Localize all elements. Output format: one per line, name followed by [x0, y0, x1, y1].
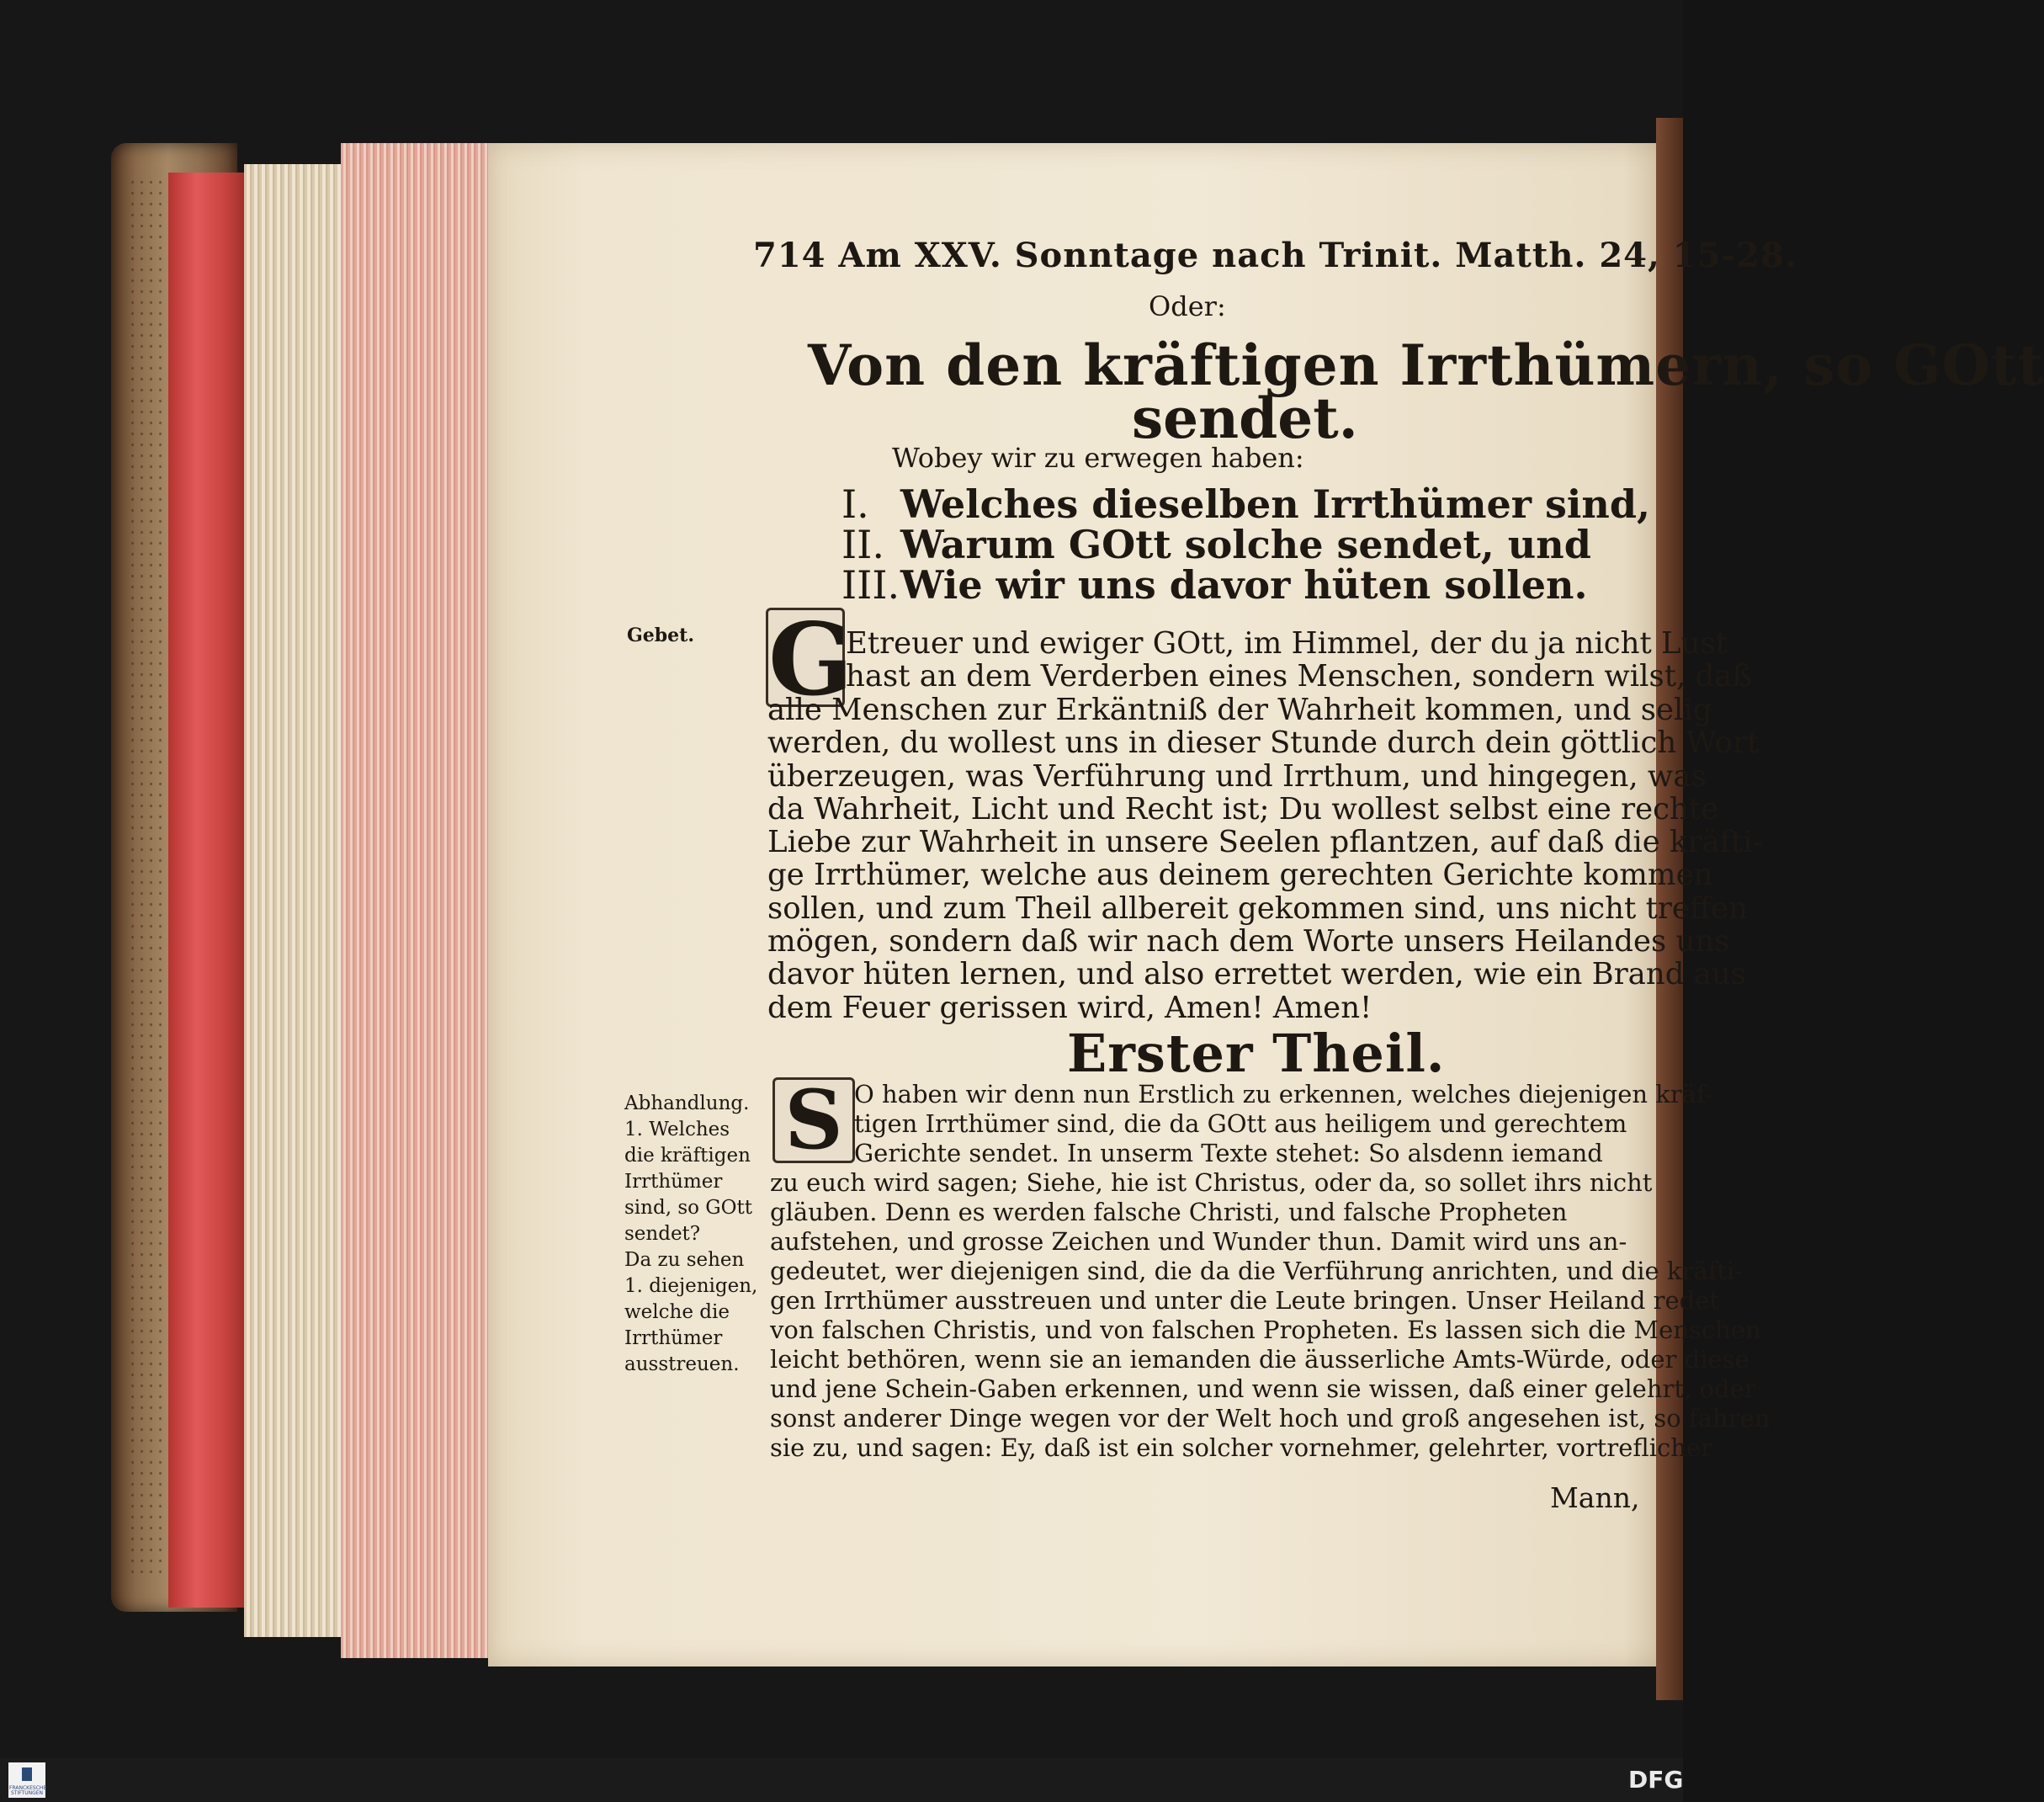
drop-cap: S [772, 1077, 855, 1163]
point-item: II. Warum GOtt solche sendet, und [841, 522, 1591, 567]
point-item: I. Welches dieselben Irrthümer sind, [841, 481, 1651, 527]
page-edges-pink [341, 143, 492, 1658]
drop-cap: G [766, 608, 845, 707]
catchword: Mann, [1550, 1481, 1640, 1514]
section-text-indent: O haben wir denn nun Erstlich zu erkennen, welches diejenigen kräf- tigen Irrthümer sind, die da GOtt aus heiligem und gerechtem Gerichte sendet. In unserm Texte stehet: So alsdenn iemand [854, 1080, 1713, 1167]
library-logo: FRANCKESCHE STIFTUNGEN [8, 1762, 45, 1798]
sermon-title-line2: sendet. [1132, 385, 1358, 451]
margin-notes: Abhandlung. 1. Welches die kräftigen Irrthümer sind, so GOtt sendet? Da zu sehen 1. diejenigen, welche die Irrthümer ausstreuen. [624, 1092, 758, 1375]
oder-label: Oder: [1149, 290, 1226, 322]
sermon-subtitle: Wobey wir zu erwegen haben: [892, 442, 1304, 474]
section-text: zu euch wird sagen; Siehe, hie ist Christus, oder da, so sollet ihrs nicht gläuben. Denn es werden falsche Christi, und falsche Propheten aufstehen, und grosse Zeichen und Wunder thun. Damit wird uns an- gedeutet, wer diejenigen sind, die da die Verführung anrichten, und die kräfti- gen Irrthümer ausstreuen und unter die Leute bringen. Unser Heiland redet von falschen Christis, und von falschen Propheten. Es lassen sich die Menschen leicht bethören, wenn sie an iemanden die äusserliche Amts-Würde, oder diese und jene Schein-Gaben erkennen, und wenn sie wissen, daß einer gelehrt, oder sonst anderer Dinge wegen vor der Welt hoch und groß angesehen ist, so fahren sie zu, und sagen: Ey, daß ist ein solcher vornehmer, gelehrter, vortreflicher [770, 1168, 1771, 1462]
dfg-logo: DFG [1628, 1766, 1684, 1794]
gebet-text: alle Menschen zur Erkäntniß der Wahrheit kommen, und selig werden, du wollest uns in dieser Stunde durch dein göttlich Wort überzeugen, was Verführung und Irrthum, und hingegen, was da Wahrheit, Licht und Recht ist; Du wollest selbst eine rechte Liebe zur Wahrheit in unsere Seelen pflantzen, auf daß die kräfti- ge Irrthümer, welche aus deinem gerechten Gerichte kommen sollen, und zum Theil allbereit gekommen sind, uns nicht treffen mögen, sondern daß wir nach dem Worte unsers Heilandes uns davor hüten lernen, und also errettet werden, wie ein Brand aus dem Feuer gerissen wird, Amen! Amen! [767, 693, 1763, 1025]
building-icon [22, 1767, 32, 1781]
gebet-text-indent: Etreuer und ewiger GOtt, im Himmel, der du ja nicht Lust hast an dem Verderben eines Menschen, sondern wilst, daß [846, 626, 1753, 694]
page-edges-red [168, 173, 248, 1608]
section-heading: Erster Theil. [1067, 1023, 1446, 1084]
running-header: 714 Am XXV. Sonntage nach Trinit. Matth. 24, 15-28. [753, 236, 1797, 275]
sermon-title-line1: Von den kräftigen Irrthümern, so GOtt [808, 332, 2044, 398]
margin-note-gebet: Gebet. [627, 625, 694, 646]
point-item: III.Wie wir uns davor hüten sollen. [841, 562, 1588, 608]
footer-bar [0, 1757, 1683, 1802]
page-edges-cream [244, 164, 345, 1637]
